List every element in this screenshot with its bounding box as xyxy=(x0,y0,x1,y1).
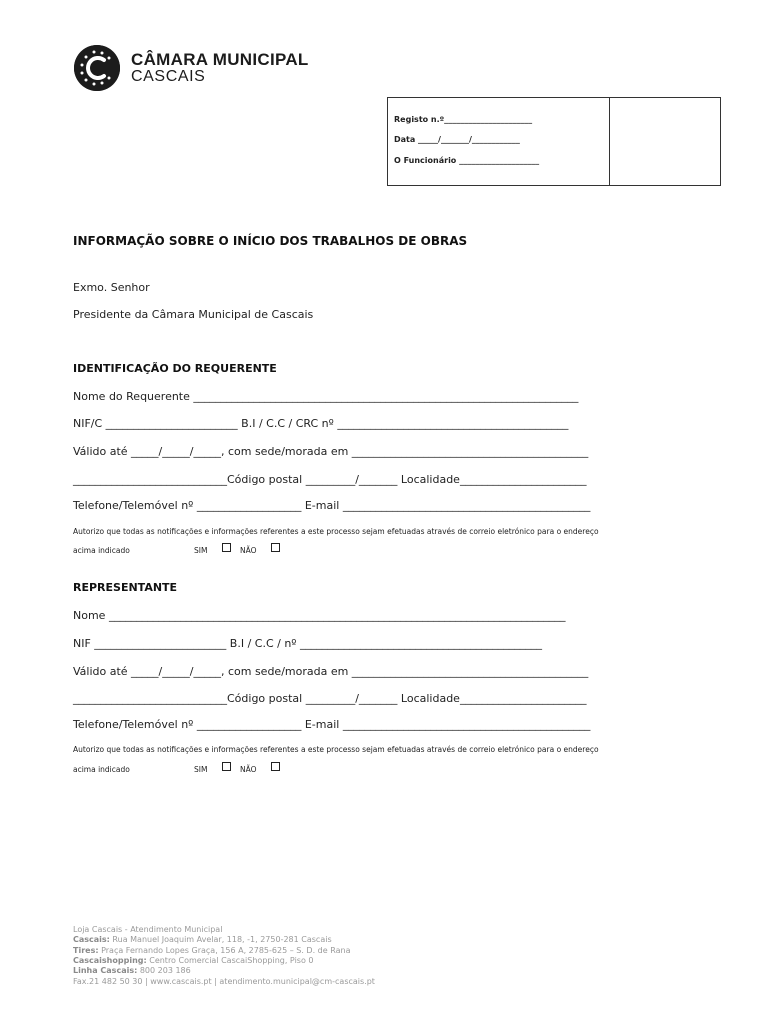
footer-tires xyxy=(73,946,350,956)
representante-nao-checkbox[interactable] xyxy=(271,762,280,771)
footer-linha-label: Linha Cascais: xyxy=(73,966,138,975)
footer-cascais xyxy=(73,935,332,945)
representante-telefone-field[interactable]: Telefone/Telemóvel nº ___________________ E-mail _____________________________________________ xyxy=(73,718,591,731)
footer-contact: Fax.21 482 50 30 | www.cascais.pt | atendimento.municipal@cm-cascais.pt xyxy=(73,977,375,986)
footer-cascais-label: Cascais: xyxy=(73,935,110,944)
representante-nif-field[interactable]: NIF ________________________ B.I / C.C / nº ____________________________________________ xyxy=(73,637,542,650)
logo-subtitle: CASCAIS xyxy=(131,68,206,85)
representante-sim-checkbox[interactable] xyxy=(222,762,231,771)
footer-shopping-label: Cascaishopping: xyxy=(73,956,147,965)
representante-sim-label: SIM xyxy=(194,765,208,774)
requerente-nome-field[interactable]: Nome do Requerente ______________________________________________________________________ xyxy=(73,390,579,403)
footer-loja: Loja Cascais - Atendimento Municipal xyxy=(73,925,223,934)
requerente-nao-checkbox[interactable] xyxy=(271,543,280,552)
registo-box-divider xyxy=(609,97,610,186)
representante-nome-field[interactable]: Nome ___________________________________________________________________________________ xyxy=(73,609,566,622)
requerente-valido-field[interactable]: Válido até _____/_____/_____, com sede/morada em ___________________________________________ xyxy=(73,445,589,458)
document-title: INFORMAÇÃO SOBRE O INÍCIO DOS TRABALHOS DE OBRAS xyxy=(73,234,468,248)
salutation-recipient: Presidente da Câmara Municipal de Cascais xyxy=(73,308,314,321)
footer-tires-label: Tires: xyxy=(73,946,99,955)
section-heading-representante: REPRESENTANTE xyxy=(73,581,178,594)
representante-valido-field[interactable]: Válido até _____/_____/_____, com sede/morada em ___________________________________________ xyxy=(73,665,589,678)
salutation-line: Exmo. Senhor xyxy=(73,281,150,294)
footer-shopping-address: Centro Comercial CascaiShopping, Piso 0 xyxy=(146,956,314,965)
representante-codigo-postal-field[interactable]: ____________________________Código postal _________/_______ Localidade_______________________ xyxy=(73,692,587,705)
requerente-nif-field[interactable]: NIF/C ________________________ B.I / C.C / CRC nº __________________________________________ xyxy=(73,417,569,430)
representante-autorizo-text: Autorizo que todas as notificações e informações referentes a este processo sejam efetuadas através de correio eletrónico para o endereço xyxy=(73,745,599,754)
requerente-sim-checkbox[interactable] xyxy=(222,543,231,552)
footer-shopping xyxy=(73,956,314,966)
footer-linha-number: 800 203 186 xyxy=(137,966,191,975)
requerente-codigo-postal-field[interactable]: ____________________________Código postal _________/_______ Localidade_______________________ xyxy=(73,473,587,486)
funcionario-field[interactable]: O Funcionário ____________________ xyxy=(394,156,540,165)
requerente-nao-label: NÃO xyxy=(240,546,257,555)
requerente-acima-text: acima indicado xyxy=(73,546,130,555)
representante-acima-text: acima indicado xyxy=(73,765,130,774)
section-heading-requerente: IDENTIFICAÇÃO DO REQUERENTE xyxy=(73,362,277,375)
data-field[interactable]: Data _____/_______/____________ xyxy=(394,135,520,144)
requerente-autorizo-text: Autorizo que todas as notificações e informações referentes a este processo sejam efetuadas através de correio eletrónico para o endereço xyxy=(73,527,599,536)
registo-field[interactable]: Registo n.º______________________ xyxy=(394,115,533,124)
footer-tires-address: Praça Fernando Lopes Graça, 156 A, 2785-625 – S. D. de Rana xyxy=(98,946,351,955)
footer-linha xyxy=(73,966,191,976)
logo-title: CÂMARA MUNICIPAL xyxy=(131,50,309,69)
requerente-telefone-field[interactable]: Telefone/Telemóvel nº ___________________ E-mail _____________________________________________ xyxy=(73,499,591,512)
representante-nao-label: NÃO xyxy=(240,765,257,774)
footer-cascais-address: Rua Manuel Joaquim Avelar, 118, -1, 2750-281 Cascais xyxy=(109,935,332,944)
requerente-sim-label: SIM xyxy=(194,546,208,555)
cascais-logo-icon xyxy=(74,45,120,91)
